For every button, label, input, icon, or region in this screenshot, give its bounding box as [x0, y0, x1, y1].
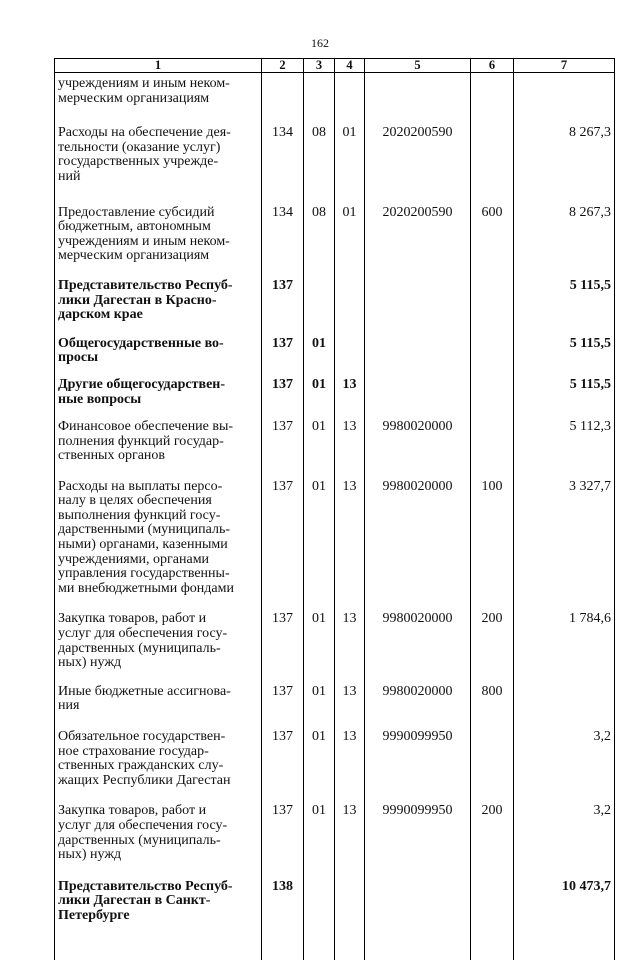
column-header: 6 [471, 59, 514, 73]
col-7-cell: 8 267,3 [514, 126, 615, 205]
row-name-line: учреждениями, органами [58, 551, 210, 567]
col-3-cell: 08 [304, 126, 335, 205]
col-3-cell [304, 279, 335, 337]
col-6-cell [471, 337, 514, 378]
row-name-line: лики Дагестан в Санкт- [58, 893, 211, 909]
col-5-cell: 9980020000 [365, 685, 471, 730]
table-row [55, 612, 615, 684]
col-3-cell [304, 73, 335, 127]
col-6-cell: 100 [471, 480, 514, 613]
col-6-cell [471, 126, 514, 205]
row-name-cell [55, 73, 262, 127]
row-name-cell [55, 612, 262, 684]
row-name-line: ний [58, 168, 81, 184]
col-3-cell: 01 [304, 337, 335, 378]
col-7-cell [514, 73, 615, 127]
col-5-cell [365, 73, 471, 127]
col-5-cell: 9980020000 [365, 420, 471, 480]
col-5-cell: 9980020000 [365, 480, 471, 613]
row-name-line: мерческим организациям [58, 90, 210, 106]
row-name-line: ственных органов [58, 448, 166, 464]
col-5-cell: 9990099950 [365, 804, 471, 879]
col-5-cell [365, 378, 471, 420]
col-4-cell: 13 [335, 685, 365, 730]
row-name-line: ственных гражданских слу- [58, 758, 224, 774]
col-2-cell: 134 [262, 206, 304, 279]
col-3-cell [304, 880, 335, 960]
row-name-line: Другие общегосударствен- [58, 376, 226, 392]
row-name-cell [55, 126, 262, 205]
column-header: 2 [262, 59, 304, 73]
table-row [55, 279, 615, 337]
col-7-cell: 8 267,3 [514, 206, 615, 279]
col-3-cell: 01 [304, 804, 335, 879]
col-4-cell: 13 [335, 378, 365, 420]
col-7-cell: 3,2 [514, 730, 615, 804]
table-row [55, 337, 615, 378]
row-name-cell [55, 730, 262, 804]
table-row [55, 420, 615, 480]
col-4-cell: 13 [335, 730, 365, 804]
row-name-line: Обязательное государствен- [58, 729, 226, 744]
column-header: 1 [55, 59, 262, 73]
col-3-cell: 01 [304, 685, 335, 730]
col-2-cell: 137 [262, 685, 304, 730]
row-name-line: ное страхование государ- [58, 743, 209, 759]
col-6-cell: 800 [471, 685, 514, 730]
row-name-line: Расходы на обеспечение дея- [58, 125, 231, 141]
row-name-line: мерческим организациям [58, 248, 210, 264]
row-name-cell [55, 480, 262, 613]
col-4-cell: 01 [335, 206, 365, 279]
row-name-line: Закупка товаров, работ и [58, 611, 207, 627]
table-row [55, 685, 615, 730]
col-4-cell: 13 [335, 480, 365, 613]
row-name-line: управления государственны- [58, 566, 230, 582]
row-name-line: тельности (оказание услуг) [58, 139, 221, 155]
col-4-cell: 13 [335, 612, 365, 684]
row-name-line: лики Дагестан в Красно- [58, 292, 217, 308]
row-name-line: Представительство Респуб- [58, 277, 233, 293]
col-2-cell: 137 [262, 480, 304, 613]
col-4-cell: 01 [335, 126, 365, 205]
row-name-line: жащих Республики Дагестан [58, 772, 231, 788]
row-name-cell [55, 685, 262, 730]
col-6-cell [471, 378, 514, 420]
row-name-cell [55, 420, 262, 480]
col-4-cell [335, 73, 365, 127]
row-name-cell [55, 206, 262, 279]
col-5-cell [365, 337, 471, 378]
table-row [55, 378, 615, 420]
col-6-cell [471, 730, 514, 804]
col-4-cell [335, 279, 365, 337]
row-name-line: дарственных (муниципаль- [58, 832, 221, 848]
page-number: 162 [311, 36, 329, 50]
col-6-cell [471, 420, 514, 480]
row-name-line: Финансовое обеспечение вы- [58, 418, 234, 434]
col-6-cell: 600 [471, 206, 514, 279]
col-2-cell: 137 [262, 337, 304, 378]
row-name-line: выполнения функций госу- [58, 507, 221, 523]
col-4-cell: 13 [335, 420, 365, 480]
col-2-cell: 137 [262, 612, 304, 684]
row-name-line: ния [58, 698, 80, 714]
row-name-line: налу в целях обеспечения [58, 493, 212, 509]
col-7-cell: 3 327,7 [514, 480, 615, 613]
table-row [55, 206, 615, 279]
col-4-cell: 13 [335, 804, 365, 879]
row-name-line: государственных учрежде- [58, 154, 219, 170]
row-name-line: Иные бюджетные ассигнова- [58, 683, 231, 699]
table-row [55, 880, 615, 960]
col-2-cell: 137 [262, 730, 304, 804]
row-name-line: просы [58, 350, 98, 366]
row-name-cell [55, 804, 262, 879]
col-3-cell: 01 [304, 420, 335, 480]
row-name-line: ных) нужд [58, 655, 122, 671]
row-name-line: услуг для обеспечения госу- [58, 626, 228, 642]
column-header: 7 [514, 59, 615, 73]
col-6-cell [471, 73, 514, 127]
col-6-cell [471, 279, 514, 337]
row-name-line: Расходы на выплаты персо- [58, 478, 223, 494]
row-name-line: ными) органами, казенными [58, 537, 228, 553]
col-6-cell: 200 [471, 804, 514, 879]
col-7-cell [514, 685, 615, 730]
table-row [55, 730, 615, 804]
row-name-line: Закупка товаров, работ и [58, 803, 207, 819]
col-4-cell [335, 337, 365, 378]
column-header: 4 [335, 59, 365, 73]
row-name-line: услуг для обеспечения госу- [58, 817, 228, 833]
table-header-row [55, 59, 615, 73]
table-body [55, 73, 615, 960]
col-2-cell: 134 [262, 126, 304, 205]
row-name-line: полнения функций государ- [58, 433, 224, 449]
table-row [55, 804, 615, 879]
row-name-line: ные вопросы [58, 391, 142, 407]
row-name-line: Петербурге [58, 907, 130, 923]
col-5-cell [365, 279, 471, 337]
col-2-cell [262, 73, 304, 127]
col-7-cell: 1 784,6 [514, 612, 615, 684]
row-name-line: учреждениям и иным неком- [58, 76, 230, 91]
col-2-cell: 137 [262, 420, 304, 480]
row-name-line: учреждениям и иным неком- [58, 233, 230, 249]
col-5-cell: 9990099950 [365, 730, 471, 804]
row-name-line: Предоставление субсидий [58, 204, 215, 220]
col-7-cell: 5 115,5 [514, 279, 615, 337]
col-2-cell: 137 [262, 378, 304, 420]
col-3-cell: 01 [304, 378, 335, 420]
row-name-line: дарственных (муниципаль- [58, 640, 221, 656]
col-5-cell [365, 880, 471, 960]
row-name-cell [55, 378, 262, 420]
col-3-cell: 01 [304, 730, 335, 804]
col-4-cell [335, 880, 365, 960]
budget-table [54, 58, 615, 960]
column-header: 3 [304, 59, 335, 73]
col-5-cell: 9980020000 [365, 612, 471, 684]
col-7-cell: 5 112,3 [514, 420, 615, 480]
table-row [55, 73, 615, 127]
col-7-cell: 10 473,7 [514, 880, 615, 960]
col-3-cell: 01 [304, 612, 335, 684]
row-name-line: ных) нужд [58, 847, 122, 863]
table-row [55, 480, 615, 613]
column-header: 5 [365, 59, 471, 73]
row-name-line: ми внебюджетными фондами [58, 580, 234, 596]
col-6-cell [471, 880, 514, 960]
col-3-cell: 08 [304, 206, 335, 279]
row-name-cell [55, 337, 262, 378]
row-name-line: дарском крае [58, 307, 143, 323]
col-2-cell: 137 [262, 804, 304, 879]
col-7-cell: 5 115,5 [514, 378, 615, 420]
col-2-cell: 138 [262, 880, 304, 960]
col-5-cell: 2020200590 [365, 206, 471, 279]
row-name-line: дарственными (муниципаль- [58, 522, 231, 538]
col-7-cell: 5 115,5 [514, 337, 615, 378]
row-name-cell [55, 279, 262, 337]
col-7-cell: 3,2 [514, 804, 615, 879]
col-5-cell: 2020200590 [365, 126, 471, 205]
col-2-cell: 137 [262, 279, 304, 337]
row-name-line: Представительство Респуб- [58, 878, 233, 894]
col-3-cell: 01 [304, 480, 335, 613]
col-6-cell: 200 [471, 612, 514, 684]
row-name-line: Общегосударственные во- [58, 335, 224, 351]
row-name-line: бюджетным, автономным [58, 219, 211, 235]
row-name-cell [55, 880, 262, 960]
table-row [55, 126, 615, 205]
